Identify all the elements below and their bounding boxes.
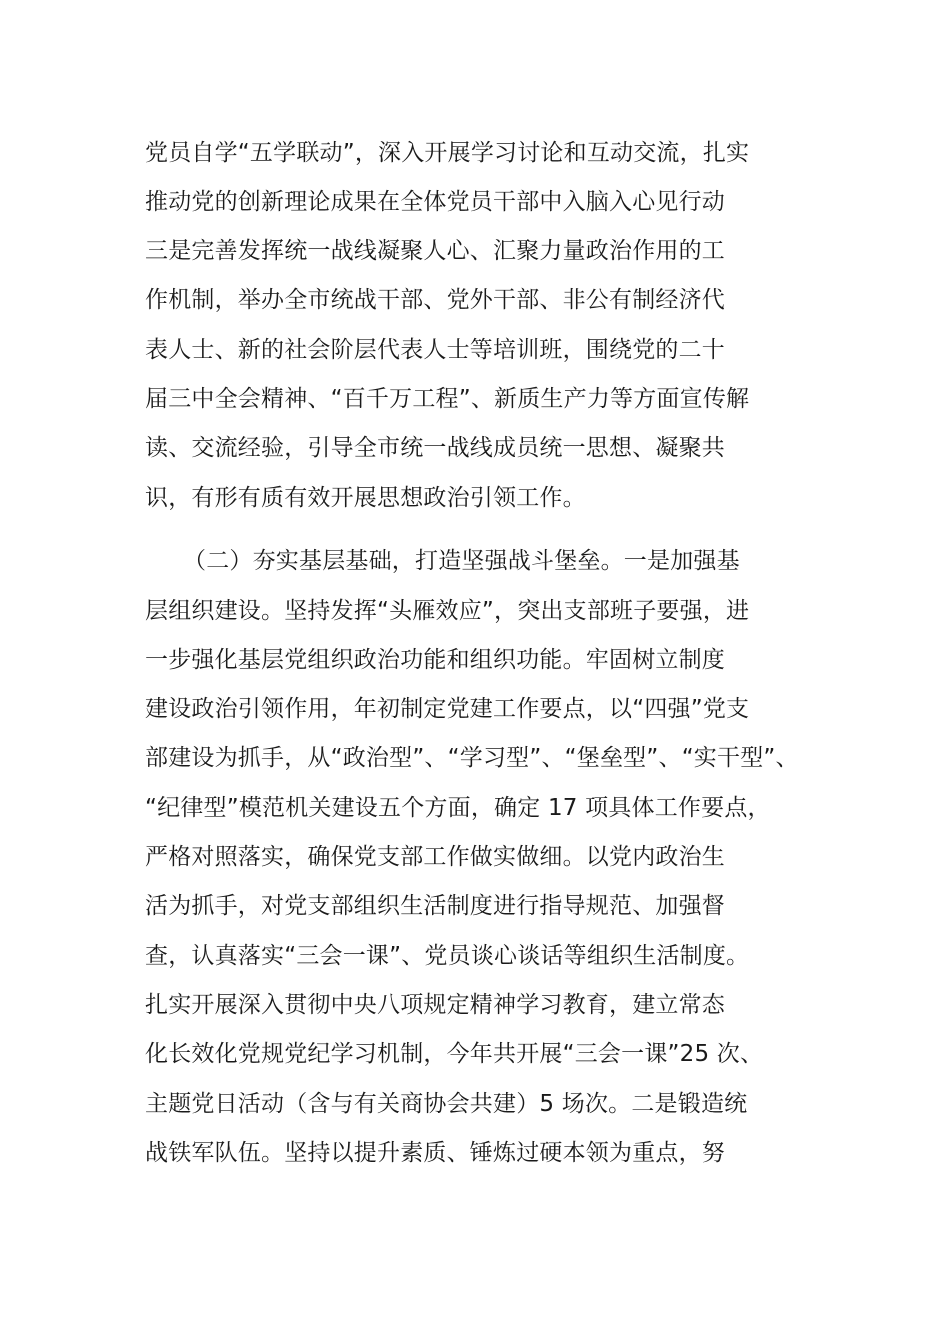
text-line: 党员自学“五学联动”，深入开展学习讨论和互动交流，扎实 [145,140,750,166]
paragraph-heading-line: （二）夯实基层基础，打造坚强战斗堡垒。一是加强基 [183,548,740,574]
text-line: 活为抓手，对党支部组织生活制度进行指导规范、加强督 [145,893,725,919]
text-line: 战铁军队伍。坚持以提升素质、锤炼过硬本领为重点，努 [145,1140,725,1166]
text-line: 一步强化基层党组织政治功能和组织功能。牢固树立制度 [145,647,725,673]
text-line: 届三中全会精神、“百千万工程”、新质生产力等方面宣传解 [145,386,750,412]
text-line: 扎实开展深入贯彻中央八项规定精神学习教育，建立常态 [145,992,725,1018]
text-line: 读、交流经验，引导全市统一战线成员统一思想、凝聚共 [145,435,725,461]
text-line: 严格对照落实，确保党支部工作做实做细。以党内政治生 [145,844,725,870]
text-line: 作机制，举办全市统战干部、党外干部、非公有制经济代 [145,287,725,313]
text-line: 层组织建设。坚持发挥“头雁效应”，突出支部班子要强，进 [145,598,750,624]
text-line: 推动党的创新理论成果在全体党员干部中入脑入心见行动 [145,189,725,215]
text-line: 化长效化党规党纪学习机制，今年共开展“三会一课”25 次、 [145,1041,764,1067]
text-line: 识，有形有质有效开展思想政治引领工作。 [145,485,586,511]
text-line: 表人士、新的社会阶层代表人士等培训班，围绕党的二十 [145,337,725,363]
text-line: 查，认真落实“三会一课”、党员谈心谈话等组织生活制度。 [145,943,750,969]
text-line: “纪律型”模范机关建设五个方面，确定 17 项具体工作要点， [145,795,771,821]
text-line: 主题党日活动（含与有关商协会共建）5 场次。二是锻造统 [145,1091,748,1117]
text-line: 三是完善发挥统一战线凝聚人心、汇聚力量政治作用的工 [145,238,725,264]
text-line: 部建设为抓手，从“政治型”、“学习型”、“堡垒型”、“实干型”、 [145,745,799,771]
text-line: 建设政治引领作用，年初制定党建工作要点，以“四强”党支 [145,696,750,722]
